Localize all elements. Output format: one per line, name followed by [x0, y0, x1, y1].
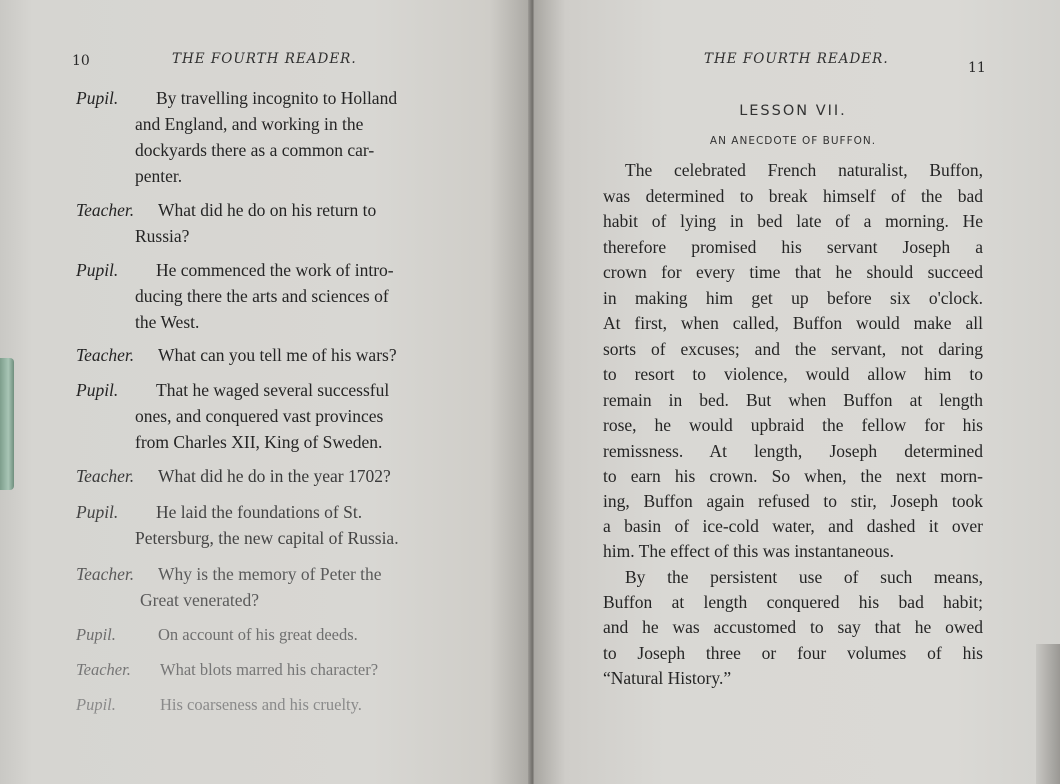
dialogue-line	[76, 502, 362, 523]
paragraph-line: The celebrated French naturalist, Buffon,	[625, 160, 983, 180]
page-number-right: 11	[968, 60, 986, 76]
paragraph-line: habit of lying in bed late of a morning. He	[603, 211, 983, 231]
paragraph-line: to Joseph three or four volumes of his	[603, 643, 983, 663]
speaker-label: Pupil.	[76, 502, 119, 522]
dialogue-line	[76, 380, 389, 401]
paragraph-line: therefore promised his servant Joseph a	[603, 237, 983, 257]
paragraph-line: to resort to violence, would allow him to	[603, 364, 983, 384]
dialogue-line: from Charles XII, King of Sweden.	[135, 432, 383, 452]
dialogue-text: What did he do in the year 1702?	[158, 466, 391, 486]
dialogue-text: On account of his great deeds.	[158, 625, 358, 644]
paragraph-line: Buffon at length conquered his bad habit;	[603, 592, 983, 612]
speaker-label: Teacher.	[76, 564, 135, 584]
lesson-subtitle: AN ANECDOTE OF BUFFON.	[709, 135, 877, 147]
dialogue-line: Great venerated?	[140, 590, 260, 610]
paragraph-line: crown for every time that he should succeed	[603, 262, 983, 282]
paragraph-line: sorts of excuses; and the servant, not daring	[603, 339, 983, 359]
dialogue-line: the West.	[135, 312, 200, 332]
dialogue-line: and England, and working in the	[135, 114, 364, 134]
dialogue-line	[76, 660, 378, 680]
dialogue-line	[76, 200, 376, 221]
dialogue-text: What did he do on his return to	[158, 200, 377, 220]
paragraph-line: At first, when called, Buffon would make all	[603, 313, 983, 333]
speaker-label: Pupil.	[76, 695, 116, 714]
dialogue-text: By travelling incognito to Holland	[156, 88, 398, 108]
paragraph-line: a basin of ice-cold water, and dashed it over	[603, 516, 983, 536]
dialogue-line: penter.	[135, 166, 183, 186]
dialogue-line: ones, and conquered vast provinces	[135, 406, 384, 426]
dialogue-text: His coarseness and his cruelty.	[160, 695, 362, 714]
paragraph-line: “Natural History.”	[603, 668, 732, 688]
paragraph-line: By the persistent use of such means,	[625, 567, 983, 587]
dialogue-text: He commenced the work of intro-	[156, 260, 394, 280]
dialogue-text: Why is the memory of Peter the	[158, 564, 382, 584]
dialogue-line: dockyards there as a common car-	[135, 140, 375, 160]
dialogue-line	[76, 260, 394, 281]
paragraph-line: remissness. At length, Joseph determined	[603, 441, 983, 461]
dialogue-text: He laid the foundations of St.	[156, 502, 363, 522]
speaker-label: Pupil.	[76, 625, 116, 644]
dialogue-line	[76, 345, 397, 366]
speaker-label: Pupil.	[76, 88, 119, 108]
speaker-label: Teacher.	[76, 200, 135, 220]
dialogue-text: What blots marred his character?	[160, 660, 379, 679]
paragraph-line: ing, Buffon again refused to stir, Joseph took	[603, 491, 983, 511]
bookmark-tab	[0, 358, 14, 490]
dialogue-line	[76, 695, 362, 715]
paragraph-line: to earn his crown. So when, the next morn-	[603, 466, 983, 486]
dialogue-line	[76, 564, 382, 585]
lesson-title: LESSON VII.	[739, 103, 847, 119]
paragraph-line: in making him get up before six o'clock.	[603, 288, 983, 308]
paragraph-line: rose, he would upbraid the fellow for his	[603, 415, 983, 435]
page-corner-shadow	[1036, 644, 1060, 784]
dialogue-line: Russia?	[135, 226, 190, 246]
dialogue-text: That he waged several successful	[156, 380, 390, 400]
paragraph-line: remain in bed. But when Buffon at length	[603, 390, 983, 410]
dialogue-line: Petersburg, the new capital of Russia.	[135, 528, 399, 548]
speaker-label: Pupil.	[76, 260, 119, 280]
paragraph-line: him. The effect of this was instantaneous.	[603, 541, 894, 561]
paragraph-line: and he was accustomed to say that he owed	[603, 617, 983, 637]
dialogue-line	[76, 88, 397, 109]
dialogue-text: What can you tell me of his wars?	[158, 345, 397, 365]
running-head-left: THE FOURTH READER.	[172, 51, 357, 67]
speaker-label: Pupil.	[76, 380, 119, 400]
speaker-label: Teacher.	[76, 466, 135, 486]
dialogue-line: ducing there the arts and sciences of	[135, 286, 389, 306]
dialogue-line	[76, 625, 358, 645]
speaker-label: Teacher.	[76, 345, 135, 365]
paragraph-line: was determined to break himself of the bad	[603, 186, 983, 206]
running-head-right: THE FOURTH READER.	[704, 51, 889, 67]
page-number-left: 10	[72, 53, 90, 69]
speaker-label: Teacher.	[76, 660, 131, 679]
dialogue-line	[76, 466, 391, 487]
